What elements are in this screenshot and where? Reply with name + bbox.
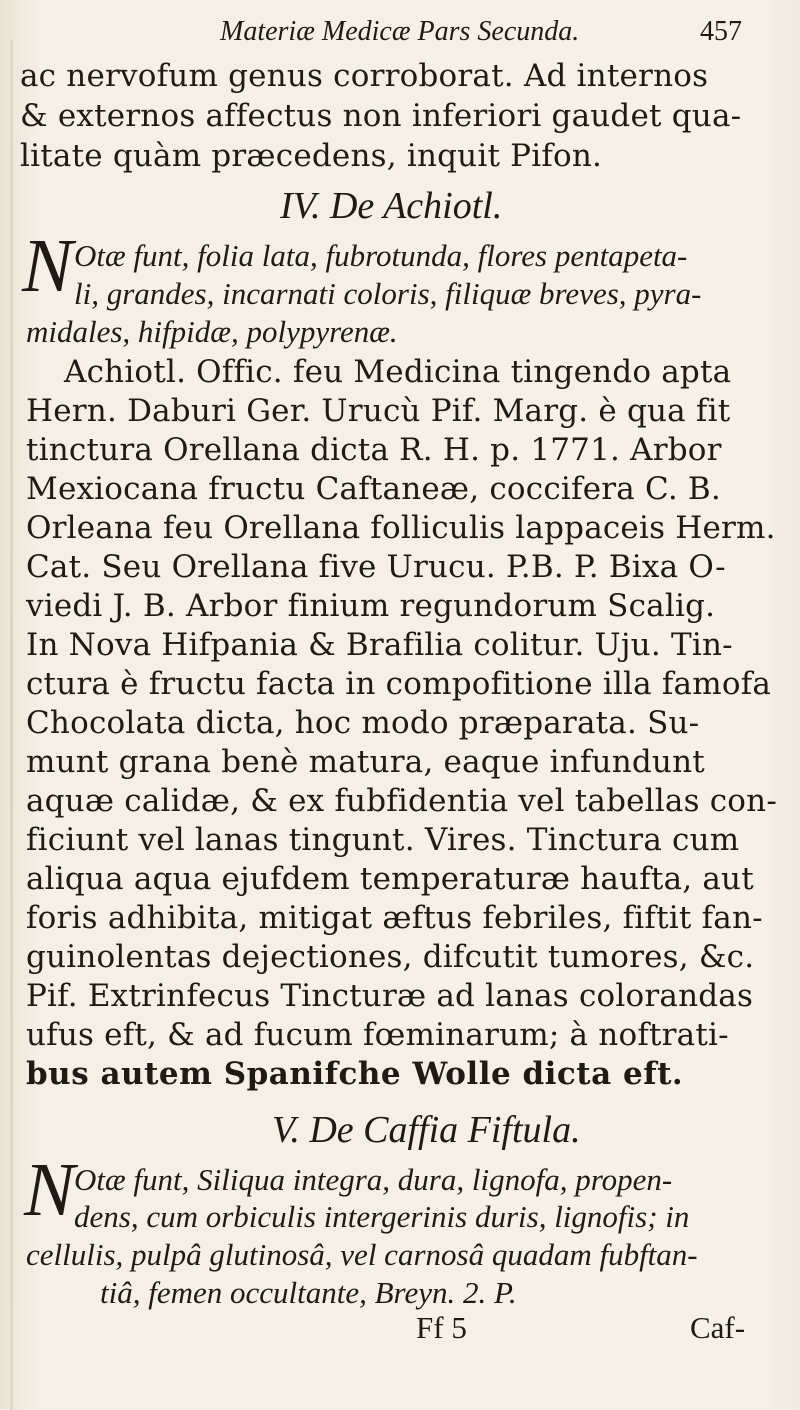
text-line: ctura è fructu facta in compofitione illa famofa [26,666,772,702]
text-line: Pif. Extrinfecus Tincturæ ad lanas colorandas [26,978,754,1014]
notae-line: cellulis, pulpâ glutinosâ, vel carnosâ quadam fubftan- [26,1237,698,1272]
section-heading-v: V. De Caffia Fiftula. [272,1109,581,1151]
text-line: & externos affectus non inferiori gaudet qua- [20,98,742,134]
text-line: In Nova Hifpania & Brafilia colitur. Uju. Tin- [26,627,733,663]
notae-line: dens, cum orbiculis intergerinis duris, lignofis; in [74,1199,690,1234]
text-line: foris adhibita, mitigat æftus febriles, fiftit fan- [26,900,763,936]
page-number: 457 [700,16,742,47]
text-line: ufus eft, & ad fucum fœminarum; à noftrati- [26,1017,729,1053]
drop-initial: N [22,224,73,308]
notae-line: midales, hifpidæ, polypyrenæ. [26,314,398,349]
text-line: tinctura Orellana dicta R. H. p. 1771. Arbor [26,432,722,468]
text-line: aliqua aqua ejufdem temperaturæ haufta, aut [26,861,754,897]
notae-line: li, grandes, incarnati coloris, filiquæ breves, pyra- [74,276,702,311]
running-head [0,12,800,62]
text-line: viedi J. B. Arbor finium regundorum Scalig. [26,588,716,624]
notae-line: Otæ funt, folia lata, fubrotunda, flores pentapeta- [74,238,688,273]
section-heading-iv: IV. De Achiotl. [280,185,503,227]
notae-line: Otæ funt, Siliqua integra, dura, lignofa, propen- [74,1162,673,1197]
text-line: munt grana benè matura, eaque infundunt [26,744,705,780]
text-line: Chocolata dicta, hoc modo præparata. Su- [26,705,700,741]
text-line: bus autem Spanifche Wolle dicta eft. [26,1056,684,1092]
text-line: Cat. Seu Orellana five Urucu. P.B. P. Bixa O- [26,549,726,585]
text-line: ficiunt vel lanas tingunt. Vires. Tinctura cum [26,822,740,858]
page-footer [0,1310,800,1350]
text-line: Orleana feu Orellana folliculis lappaceis Herm. [26,510,776,546]
catchword: Caf- [690,1310,746,1345]
notae-line: tiâ, femen occultante, Breyn. 2. P. [100,1275,517,1310]
text-line: Hern. Daburi Ger. Urucù Pif. Marg. è qua fit [26,393,731,429]
text-line: guinolentas dejectiones, difcutit tumores, &c. [26,939,755,975]
text-line: aquæ calidæ, & ex fubfidentia vel tabellas con- [26,783,778,819]
text-line: Mexiocana fructu Caftaneæ, coccifera C. B. [26,471,721,507]
drop-initial: N [24,1148,75,1232]
signature-mark: Ff 5 [416,1310,467,1345]
text-line: litate quàm præcedens, inquit Pifon. [20,138,603,174]
text-line: Achiotl. Offic. feu Medicina tingendo apta [64,354,732,390]
running-head-title: Materiæ Medicæ Pars Secunda. [220,16,580,47]
text-line: ac nervofum genus corroborat. Ad internos [20,58,709,94]
